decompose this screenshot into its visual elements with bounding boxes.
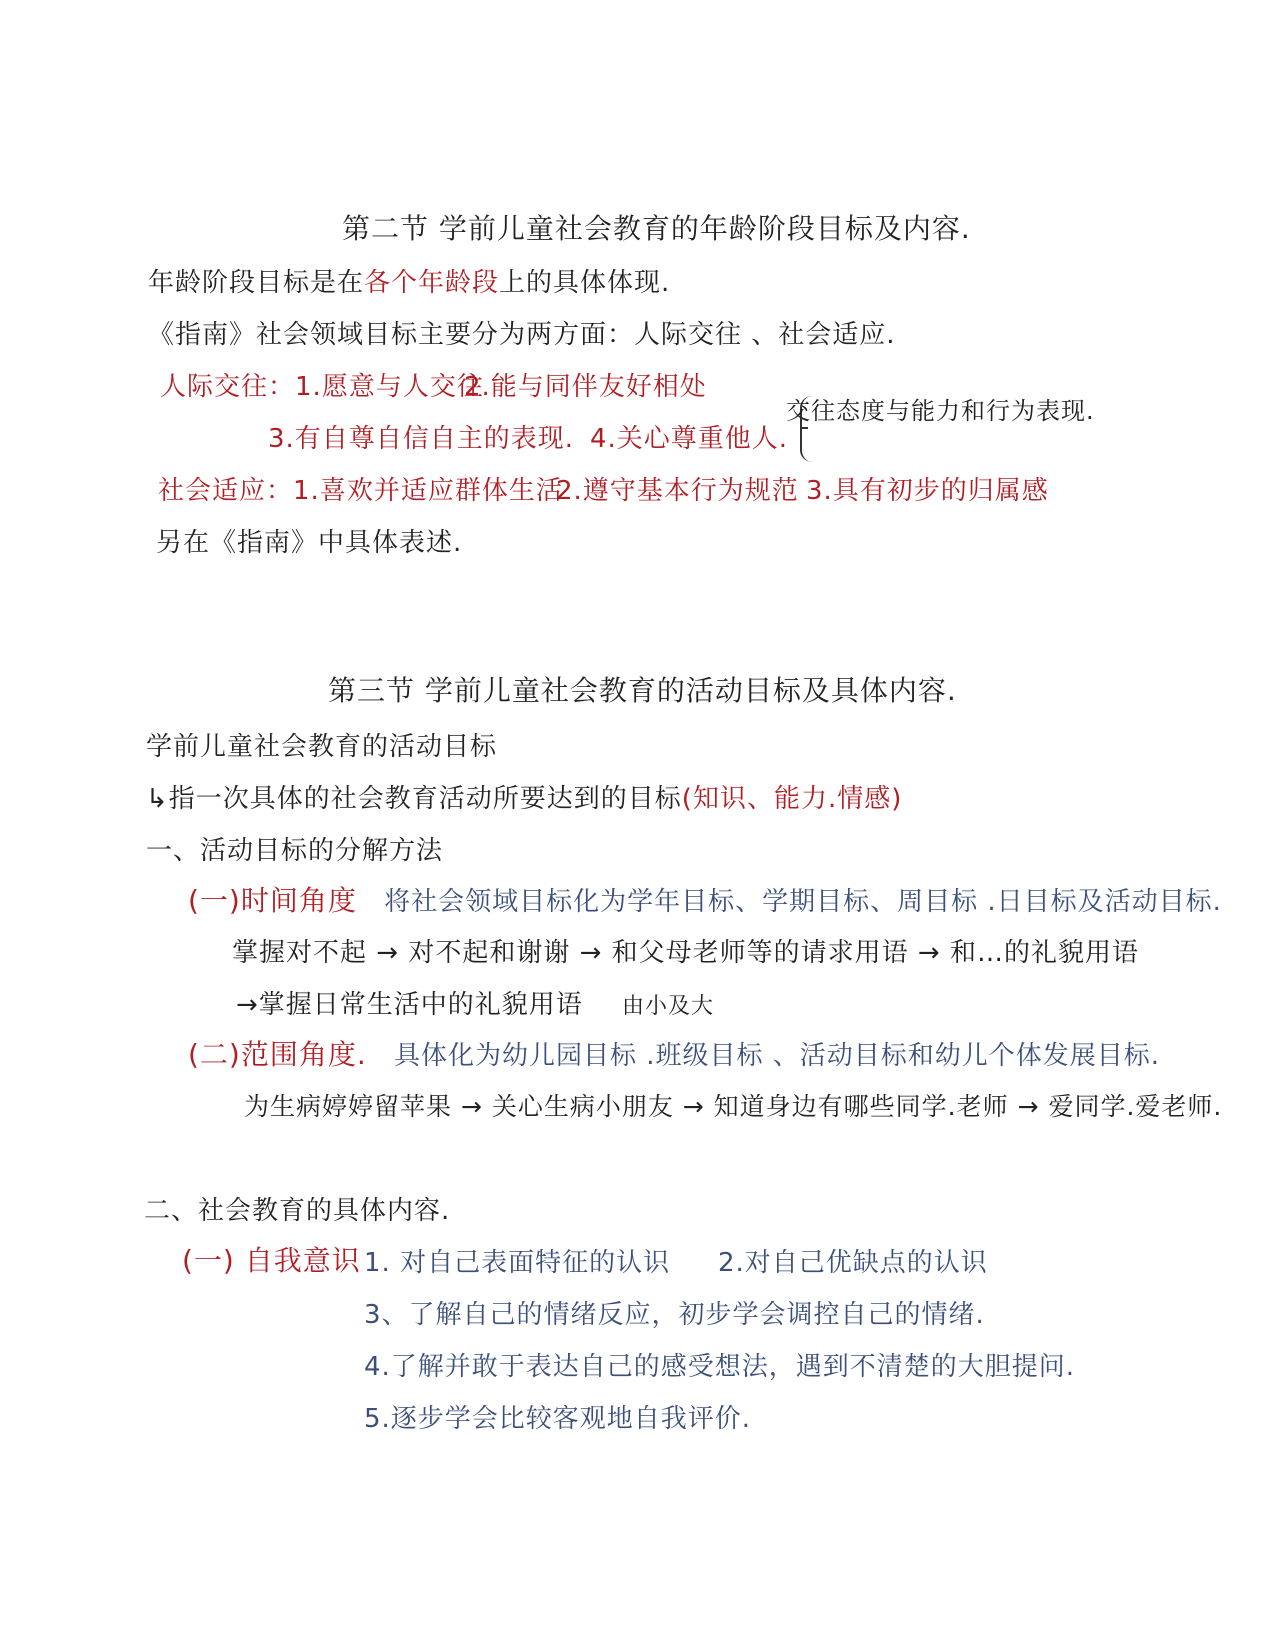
range-angle-label: (二)范围角度. [188,1038,367,1071]
section3-title: 第三节 学前儿童社会教育的活动目标及具体内容. [328,674,957,707]
adaptation-row [158,474,563,508]
time-angle-label: (一)时间角度 [188,884,357,917]
time-example-note: 由小及大 [622,994,715,1019]
adaptation-item-2: 2.遵守基本行为规范 [556,476,799,506]
time-angle-row [188,884,1222,919]
brace-note: 交往态度与能力和行为表现. [786,397,1095,425]
time-example-1: 掌握对不起 → 对不起和谢谢 → 和父母老师等的请求用语 → 和…的礼貌用语 [232,938,1139,968]
self-awareness-label: (一) 自我意识 [182,1244,361,1277]
part2-title: 二、社会教育的具体内容. [144,1196,451,1226]
interpersonal-item-3: 3.有自尊自信自主的表现. [268,424,575,454]
age-goal-text-c: 上的具体体现. [499,268,671,298]
self-item-2: 2.对自己优缺点的认识 [718,1248,988,1278]
section2-title: 第二节 学前儿童社会教育的年龄阶段目标及内容. [342,212,971,245]
range-angle-desc: 具体化为幼儿园目标 .班级目标 、活动目标和幼儿个体发展目标. [394,1041,1161,1071]
range-angle-row [188,1038,1160,1073]
interpersonal-item-2: 2.能与同伴友好相处 [464,372,707,402]
part1-title: 一、活动目标的分解方法 [146,836,444,866]
interpersonal-row-1 [160,370,484,404]
adaptation-item-1: 1.喜欢并适应群体生活 [293,476,563,506]
self-item-1: 1. 对自己表面特征的认识 [364,1248,671,1278]
range-example: 为生病婷婷留苹果 → 关心生病小朋友 → 知道身边有哪些同学.老师 → 爱同学.爱老师. [244,1092,1223,1121]
definition-text: ↳指一次具体的社会教育活动所要达到的目标 [146,784,682,814]
guide-goals-line: 《指南》社会领域目标主要分为两方面：人际交往 、社会适应. [148,320,896,350]
activity-goal-heading: 学前儿童社会教育的活动目标 [146,732,498,762]
time-angle-desc: 将社会领域目标化为学年目标、学期目标、周目标 .日目标及活动目标. [384,887,1222,917]
age-goal-text-a: 年龄阶段目标是在 [148,268,365,298]
adaptation-label: 社会适应： [158,476,294,506]
adaptation-item-3: 3.具有初步的归属感 [806,476,1049,506]
self-item-5: 5.逐步学会比较客观地自我评价. [364,1404,752,1434]
self-item-4: 4.了解并敢于表达自己的感受想法，遇到不清楚的大胆提问. [364,1352,1076,1382]
interpersonal-item-4: 4.关心尊重他人. [590,424,789,454]
age-goal-highlight: 各个年龄段 [364,268,500,298]
interpersonal-label: 人际交往： [160,372,296,402]
activity-goal-definition [146,782,902,816]
self-item-3: 3、了解自己的情绪反应，初步学会调控自己的情绪. [364,1300,985,1330]
age-goal-sentence [148,266,670,300]
definition-dimensions: (知识、能力.情感) [681,784,903,814]
interpersonal-item-1: 1.愿意与人交往 [295,372,484,402]
time-example-2: →掌握日常生活中的礼貌用语 [236,990,583,1020]
guide-detail-note: 另在《指南》中具体表述. [156,528,463,558]
